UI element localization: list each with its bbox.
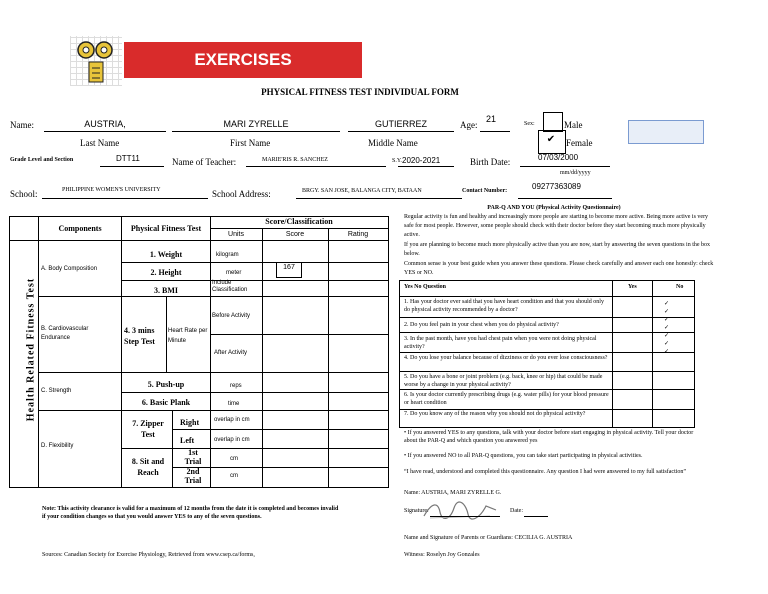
cardio-label: B. Cardiovascular Endurance <box>41 326 89 341</box>
parq-check-1[interactable]: ✓ <box>664 301 670 307</box>
trial2-unit: cm <box>230 473 238 479</box>
header-score-class: Score/Classification <box>265 217 333 226</box>
form-title: PHYSICAL FITNESS TEST INDIVIDUAL FORM <box>261 87 459 97</box>
header-units: Units <box>228 231 244 238</box>
trial1-label: 1st Trial <box>184 448 202 466</box>
flexibility-label: D. Flexibility <box>41 443 74 449</box>
height-label: 2. Height <box>150 268 182 277</box>
sy-label: S.Y. <box>392 158 402 164</box>
bmi-label: 3. BMI <box>154 286 178 295</box>
parq-col-no: No <box>676 284 684 290</box>
sex-male-label: Male <box>564 120 583 130</box>
first-name-value: MARI ZYRELLE <box>223 119 289 129</box>
height-unit: meter <box>226 270 242 276</box>
parq-question-4: 4. Do you lose your balance because of dizziness or do you ever lose consciousness? <box>404 355 608 361</box>
parq-check-4[interactable]: ✓ <box>664 325 670 331</box>
address-label: School Address: <box>212 189 271 199</box>
height-score-value: 167 <box>283 264 295 271</box>
before-activity-label: Before Activity <box>212 313 251 319</box>
first-name-caption: First Name <box>230 138 271 148</box>
parq-question-3: 3. In the past month, have you had chest pain when you were not doing physical activity? <box>404 336 597 350</box>
contact-label: Contact Number: <box>462 188 508 194</box>
pushup-label: 5. Push-up <box>147 380 185 389</box>
heart-rate-label: Heart Rate per Minute <box>168 328 208 344</box>
left-label: Left <box>180 436 195 445</box>
sit-reach-label: 8. Sit and Reach <box>131 457 165 477</box>
parq-check-2[interactable]: ✓ <box>664 309 670 315</box>
age-label: Age: <box>460 120 478 130</box>
side-label: Health Related Fitness Test <box>25 277 37 422</box>
strength-label: C. Strength <box>41 388 72 394</box>
sources-note: Sources: Canadian Society for Exercise Physiology, Retrieved from www.csep.ca/forms, <box>42 552 255 558</box>
parq-intro-2: If you are planning to become much more physically active than you are now, start by answering the seven questions in the box below. <box>404 242 711 257</box>
birth-format: mm/dd/yyyy <box>560 170 591 176</box>
gears-icon <box>70 36 122 86</box>
address-value[interactable]: BRGY. SAN JOSE, BALANGA CITY, BATAAN <box>302 188 422 194</box>
weight-label: 1. Weight <box>149 250 183 259</box>
school-label: School: <box>10 189 38 199</box>
sex-male-checkbox[interactable] <box>543 112 563 132</box>
banner-title: EXERCISES <box>124 42 362 78</box>
parq-check-7[interactable]: ✓ <box>664 349 670 355</box>
parq-col-yes: Yes <box>628 284 637 290</box>
pushup-unit: reps <box>230 383 242 389</box>
parq-intro-3: Common sense is your best guide when you answer these questions. Please check carefully and answer each one honestly: check YES or NO. <box>404 261 714 276</box>
parq-question-5: 5. Do you have a bone or joint problem (e.g. back, knee or hip) that could be made worse by a change in your physical activity? <box>404 374 603 388</box>
age-value[interactable]: 21 <box>486 114 497 124</box>
right-overlap-unit: overlap in cm <box>214 417 250 423</box>
sy-value[interactable]: 2020-2021 <box>402 156 441 165</box>
teacher-label: Name of Teacher: <box>172 157 237 167</box>
birth-value[interactable]: 07/03/2000 <box>538 153 579 162</box>
teacher-value[interactable]: MARIE'RIS R. SANCHEZ <box>262 157 328 163</box>
check-mark-icon: ✔ <box>546 134 556 145</box>
zipper-test-label: 7. Zipper Test <box>132 419 164 439</box>
middle-name-caption: Middle Name <box>368 138 418 148</box>
step-test-label: 4. 3 mins Step Test <box>124 326 155 346</box>
parq-col-question: Yes No Question <box>404 284 447 290</box>
header-components: Components <box>58 224 102 233</box>
parq-check-6[interactable]: ✓ <box>664 341 670 347</box>
bmi-unit: Include Classification <box>212 280 248 293</box>
parq-signature-label: Signature: <box>404 508 429 514</box>
contact-value[interactable]: 09277363089 <box>532 182 581 191</box>
trial2-label: 2nd Trial <box>184 467 202 485</box>
grade-label: Grade Level and Section <box>10 157 74 163</box>
header-test: Physical Fitness Test <box>130 224 202 233</box>
school-value[interactable]: PHILIPPINE WOMEN'S UNIVERSITY <box>62 187 161 193</box>
parq-no-note: • If you answered NO to all PAR-Q questions, you can take start participating in physical activities. <box>404 453 643 459</box>
after-activity-label: After Activity <box>214 350 248 356</box>
parq-question-2: 2. Do you feel pain in your chest when you do physical activity? <box>404 322 559 328</box>
parq-intro: Regular activity is fun and healthy and increasingly more people are starting to become more active. Being more active is very safe for most people. However, some people should check with their doctor before they start becoming much more physically active. <box>404 214 709 238</box>
middle-name-value: GUTIERREZ <box>374 119 427 129</box>
parq-date-label: Date: <box>510 508 523 514</box>
left-overlap-unit: overlap in cm <box>214 437 250 443</box>
grade-value[interactable]: DTT11 <box>116 154 140 163</box>
signature-image <box>420 498 500 524</box>
header-score: Score <box>285 231 305 238</box>
last-name-caption: Last Name <box>80 138 120 148</box>
parq-question-7: 7. Do you know any of the reason why you should not do physical activity? <box>404 411 586 417</box>
parq-yes-note: • If you answered YES to any questions, talk with your doctor before start engaging in physical activity. Tell your doctor about the PAR-Q and which question you answered yes <box>404 430 694 444</box>
plank-unit: time <box>228 401 240 407</box>
parq-name-line: Name: AUSTRIA, MARI ZYRELLE G. <box>404 490 502 496</box>
sex-label: Sex: <box>524 121 535 127</box>
name-label: Name: <box>10 120 34 130</box>
last-name-value: AUSTRIA, <box>84 119 126 129</box>
parq-check-3[interactable]: ✓ <box>664 317 670 323</box>
parq-question-1: 1. Has your doctor ever said that you have heart condition and that you should only do physical activity recommended by a doctor? <box>404 299 604 313</box>
parq-title: PAR-Q AND YOU (Physical Activity Questionnaire) <box>487 205 621 211</box>
parq-check-5[interactable]: ✓ <box>664 333 670 339</box>
validity-note: Note: This activity clearance is valid for a maximum of 12 months from the date it is completed and becomes invalid if your condition changes so that you would answer YES to any of the seven questions. <box>42 506 339 520</box>
parq-witness: Witness: Roselyn Joy Gonzales <box>404 552 480 558</box>
trial1-unit: cm <box>230 456 238 462</box>
right-label: Right <box>180 418 200 427</box>
parq-quote: “I have read, understood and completed this questionnaire. Any question I had were answered to my full satisfaction” <box>404 469 687 475</box>
header-rating: Rating <box>347 231 369 238</box>
parq-guardian: Name and Signature of Parents or Guardians: CECILIA G. AUSTRIA <box>404 535 573 541</box>
photo-box <box>628 120 704 144</box>
body-comp-label: A. Body Composition <box>41 266 98 272</box>
sex-female-label: Female <box>566 138 593 148</box>
weight-unit: kilogram <box>216 252 239 258</box>
plank-label: 6. Basic Plank <box>141 398 191 407</box>
birth-label: Birth Date: <box>470 157 511 167</box>
parq-question-6: 6. Is your doctor currently prescribing drugs (e.g. water pills) for your blood pressure or heart condition <box>404 392 609 406</box>
